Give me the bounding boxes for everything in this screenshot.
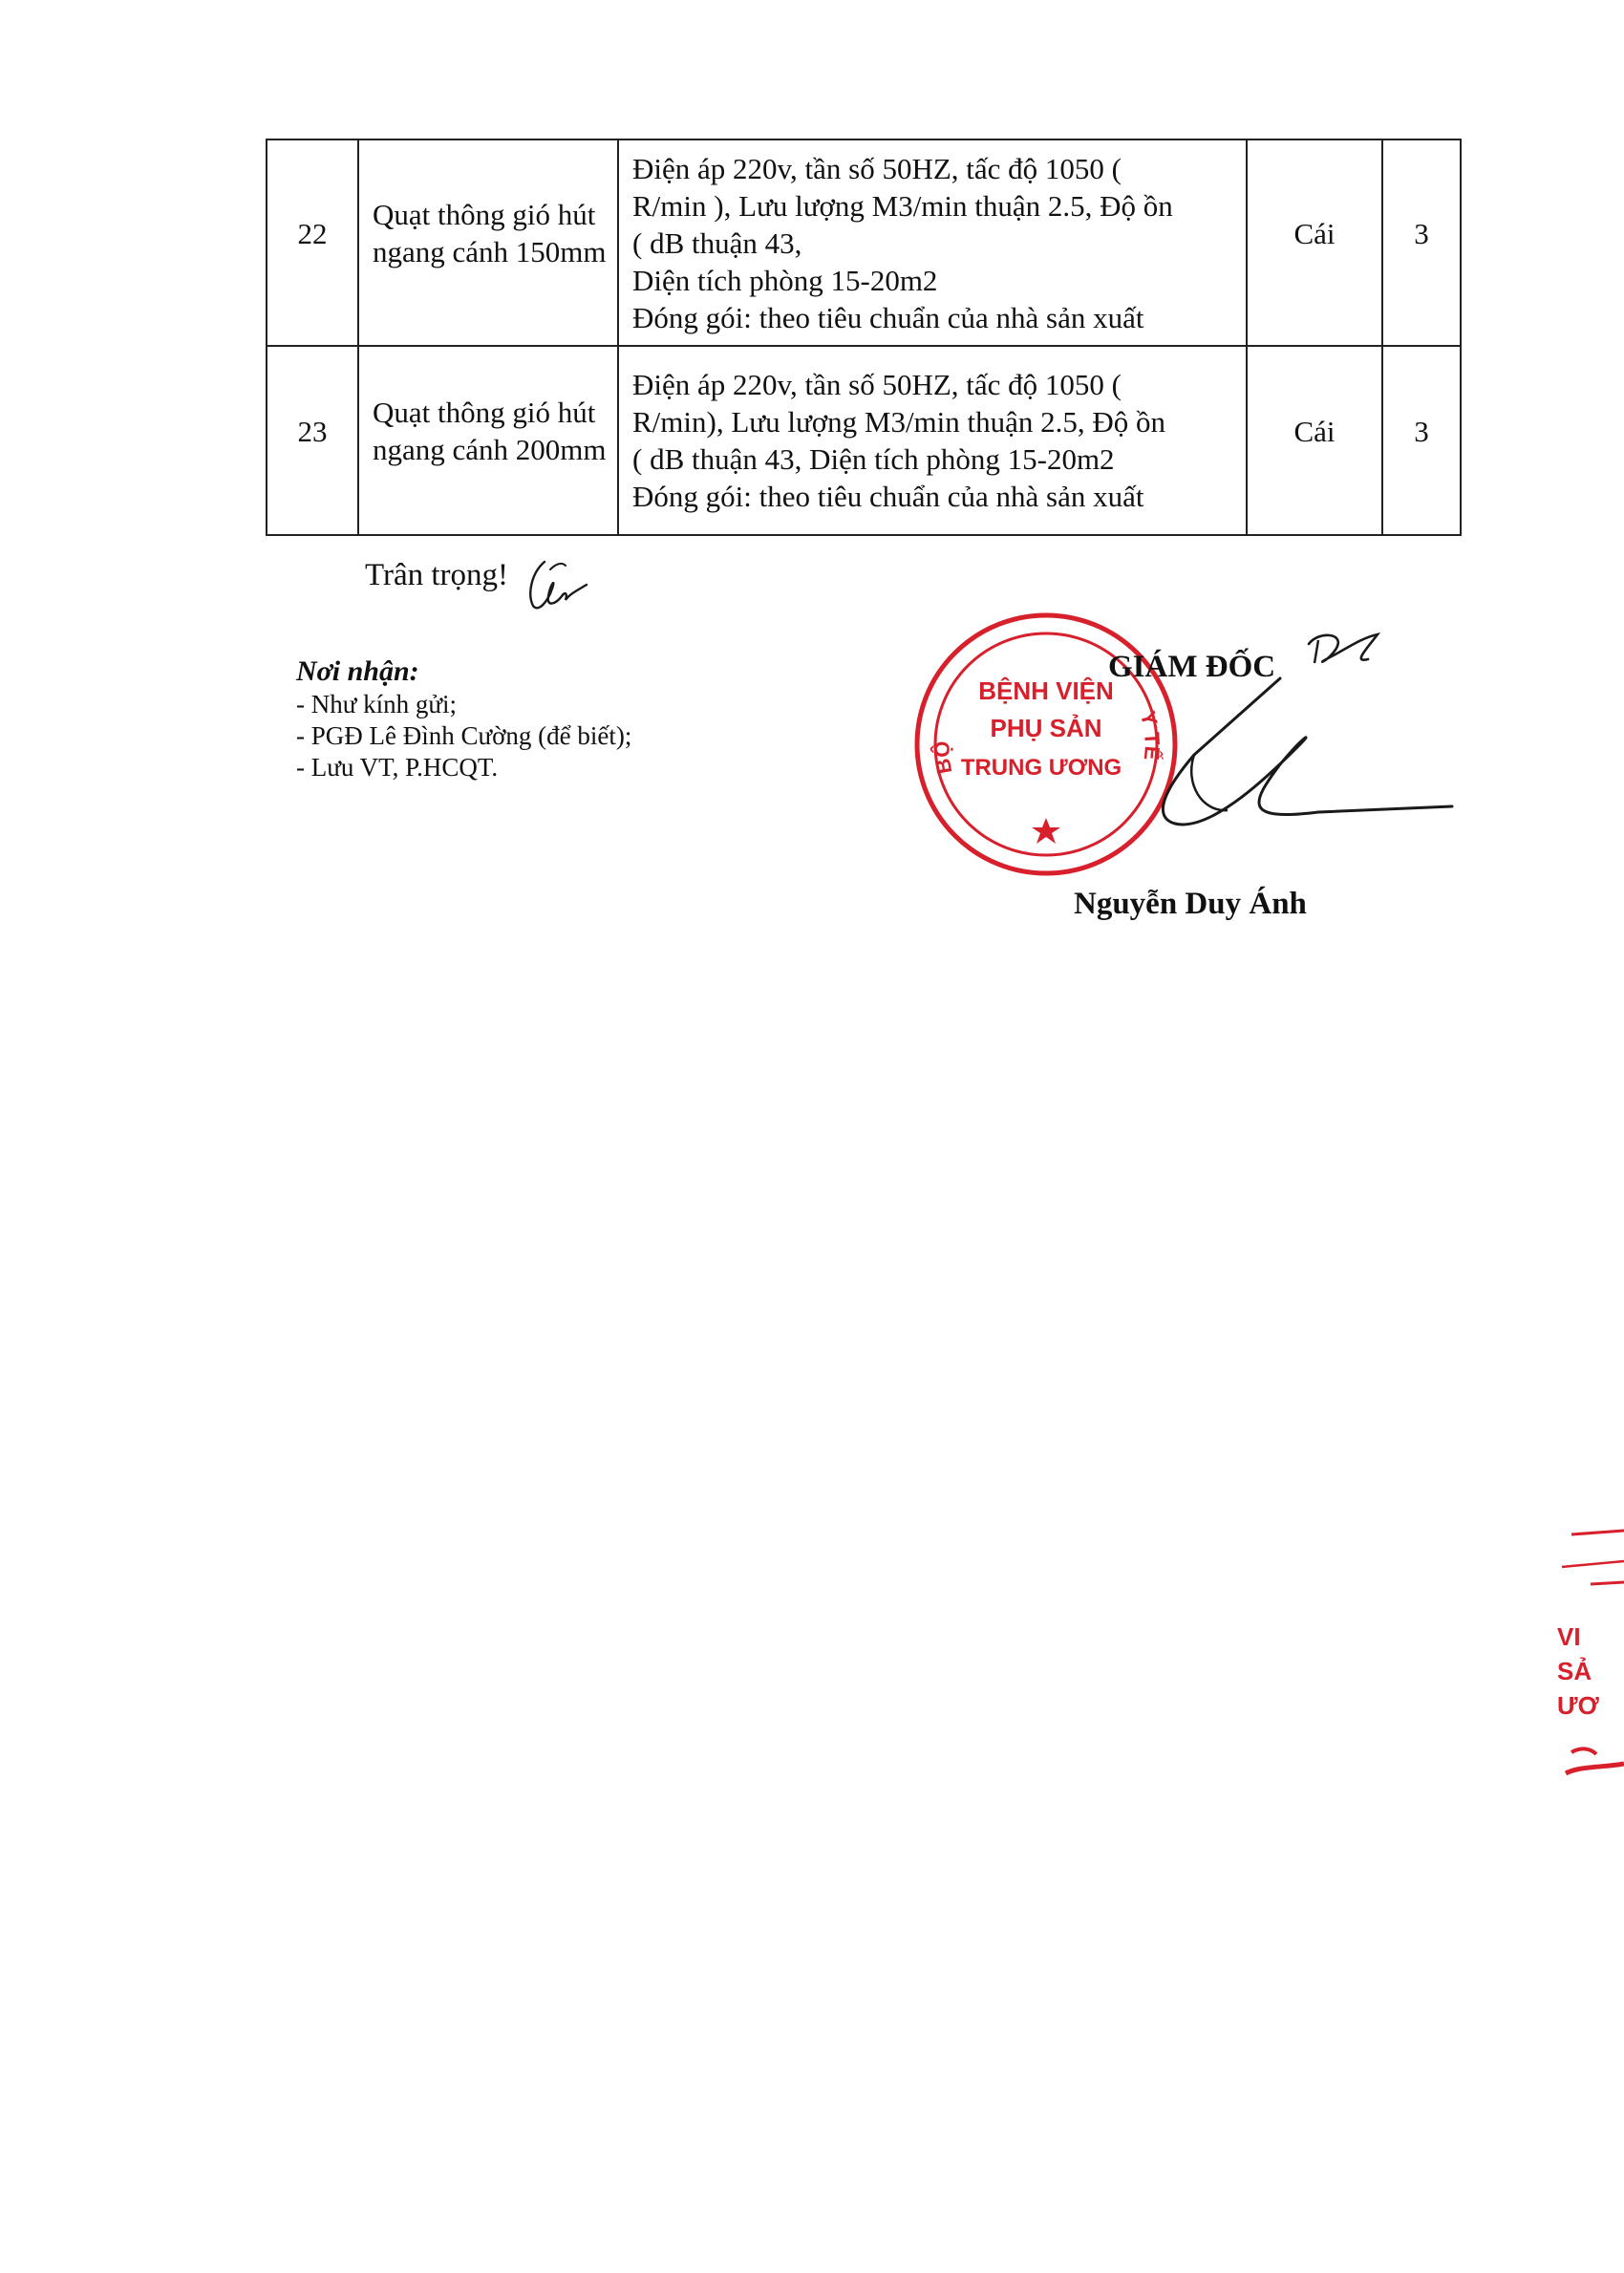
- recipients-heading: Nơi nhận:: [296, 655, 419, 687]
- table-row: [267, 139, 1461, 346]
- table-row: [267, 346, 1461, 535]
- director-title: GIÁM ĐỐC: [1108, 650, 1276, 684]
- initial-signature: [524, 556, 590, 615]
- recipient-item: - PGĐ Lê Đình Cường (để biết);: [296, 721, 632, 750]
- edge-seal-text: VI: [1557, 1622, 1581, 1651]
- seal-left-text: BỘ: [930, 740, 957, 776]
- item-unit: Cái: [1247, 139, 1382, 346]
- item-name: Quạt thông gió hút ngang cánh 200mm: [358, 346, 618, 535]
- spec-line: Đóng gói: theo tiêu chuẩn của nhà sản xuất: [632, 300, 1144, 334]
- director-name: Nguyễn Duy Ánh: [1074, 887, 1307, 921]
- spec-line: Điện áp 220v, tần số 50HZ, tấc độ 1050 (: [632, 368, 1122, 401]
- row-number: 23: [267, 346, 358, 535]
- item-quantity: 3: [1382, 139, 1461, 346]
- spec-line: R/min), Lưu lượng M3/min thuận 2.5, Độ ồn: [632, 405, 1166, 439]
- item-spec: [618, 139, 1247, 346]
- item-spec: [618, 346, 1247, 535]
- svg-text:BỘ: [930, 741, 957, 776]
- recipients-block: [296, 655, 631, 783]
- spec-line: Đóng gói: theo tiêu chuẩn của nhà sản xuất: [632, 480, 1144, 513]
- recipient-item: - Lưu VT, P.HCQT.: [296, 753, 499, 782]
- spec-line: Diện tích phòng 15-20m2: [632, 263, 938, 297]
- item-unit: Cái: [1247, 346, 1382, 535]
- seal-right-text: Y TẾ: [1135, 708, 1165, 761]
- equipment-table: [266, 139, 1462, 536]
- edge-seal-text: ƯƠ: [1557, 1691, 1599, 1720]
- spec-line: R/min ), Lưu lượng M3/min thuận 2.5, Độ ồn: [632, 188, 1173, 223]
- edge-seal-text: SẢ: [1557, 1657, 1592, 1685]
- item-quantity: 3: [1382, 346, 1461, 535]
- item-name: Quạt thông gió hút ngang cánh 150mm: [358, 139, 618, 346]
- seal-line-2: PHỤ SẢN: [990, 714, 1102, 742]
- recipient-item: - Như kính gửi;: [296, 690, 458, 718]
- seal-line-1: BỆNH VIỆN: [978, 676, 1114, 705]
- seal-line-3: TRUNG ƯƠNG: [960, 755, 1122, 781]
- row-number: 22: [267, 139, 358, 346]
- spec-line: ( dB thuận 43,: [632, 225, 802, 260]
- spec-line: Điện áp 220v, tần số 50HZ, tấc độ 1050 (: [632, 151, 1122, 185]
- spec-line: ( dB thuận 43, Diện tích phòng 15-20m2: [632, 442, 1115, 476]
- closing-text: Trân trọng!: [365, 558, 509, 592]
- director-signature: [1032, 621, 1471, 850]
